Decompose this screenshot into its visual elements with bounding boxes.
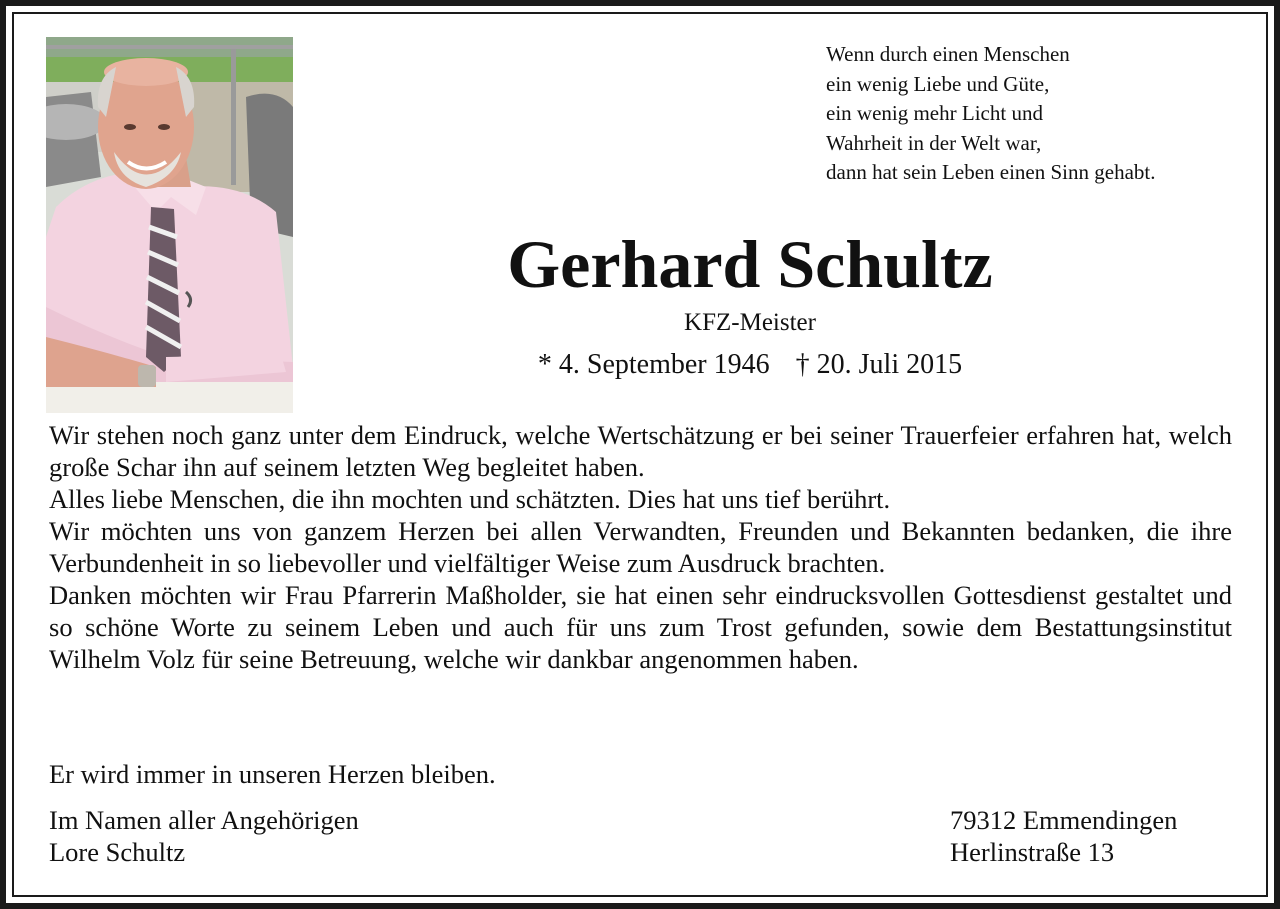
signature-name: Lore Schultz [49,837,186,867]
paragraph: Alles liebe Menschen, die ihn mochten und schätzten. Dies hat uns tief berührt. [49,484,891,514]
birth-date: * 4. September 1946 [537,349,770,380]
death-date: † 20. Juli 2015 [795,349,963,380]
poem-line: ein wenig mehr Licht und [826,101,1043,125]
paragraph: Wir möchten uns von ganzem Herzen bei allen Verwandten, Freunden und Bekannten bedanken, die ihre Verbundenheit in so liebevoller und vielfältiger Weise zum Ausdruck brachten. [49,516,1232,578]
closing-line: Er wird immer in unseren Herzen bleiben. [49,759,496,789]
address-city: 79312 Emmendingen [950,805,1178,835]
poem-line: dann hat sein Leben einen Sinn gehabt. [826,160,1156,184]
poem-line: ein wenig Liebe und Güte, [826,71,1050,96]
poem [826,40,1246,188]
thank-you-text [49,419,1232,675]
signature-line: Im Namen aller Angehörigen [49,805,359,835]
deceased-name: Gerhard Schultz [507,226,993,302]
address-block [950,804,1177,868]
signature-block [49,804,359,868]
life-dates [380,346,1120,384]
poem-line: Wenn durch einen Menschen [826,42,1070,66]
poem-line: Wahrheit in der Welt war, [826,130,1042,155]
paragraph: Wir stehen noch ganz unter dem Eindruck, welche Wertschätzung er bei seiner Trauerfeier erfahren hat, welch große Schar ihn auf seinem letzten Weg begleitet haben. [49,420,1232,482]
profession: KFZ-Meister [684,309,816,336]
address-street: Herlinstraße 13 [950,837,1115,867]
paragraph: Danken möchten wir Frau Pfarrerin Maßholder, sie hat einen sehr eindrucksvollen Gottesdienst gestaltet und so schöne Worte zu seinem Leben und auch für uns zum Trost gefunden, sowie dem Bestattungsinstitut Wilhelm Volz für seine Betreuung, welche wir dankbar angenommen haben. [49,580,1232,674]
portrait-photo [46,37,293,413]
